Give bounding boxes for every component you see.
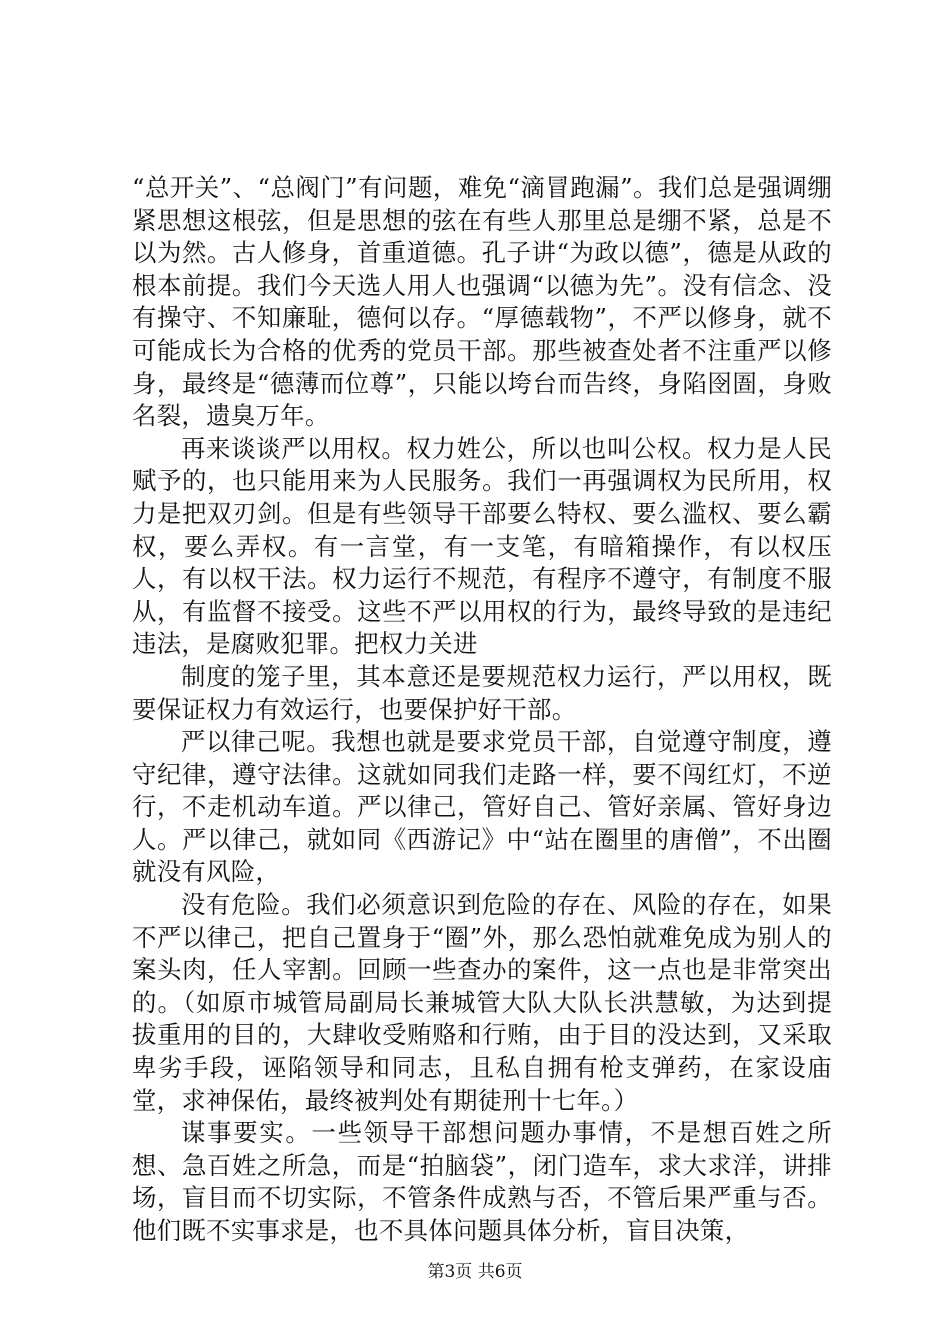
page-number-footer: 第3页 共6页: [427, 1262, 523, 1282]
paragraph-power-cage: 制度的笼子里，其本意还是要规范权力运行，严以用权，既要保证权力有效运行，也要保护好干部。: [132, 661, 832, 724]
paragraph-self-discipline: 严以律己呢。我想也就是要求党员干部，自觉遵守制度，遵守纪律，遵守法律。这就如同我们走路一样，要不闯红灯，不逆行，不走机动车道。严以律己，管好自己、管好亲属、管好身边人。严以律己，就如同《西游记》中“站在圈里的唐僧”，不出圈就没有风险，: [132, 727, 832, 887]
paragraph-moral-cultivation: “总开关”、“总阀门”有问题，难免“滴冒跑漏”。我们总是强调绷紧思想这根弦，但是思想的弦在有些人那里总是绷不紧，总是不以为然。古人修身，首重道德。孔子讲“为政以德”，德是从政的根本前提。我们今天选人用人也强调“以德为先”。没有信念、没有操守、不知廉耻，德何以存。“厚德载物”，不严以修身，就不可能成长为合格的优秀的党员干部。那些被查处者不注重严以修身，最终是“德薄而位尊”，只能以垮台而告终，身陷囹圄，身败名裂，遗臭万年。: [132, 173, 832, 431]
paragraph-risk-awareness: 没有危险。我们必须意识到危险的存在、风险的存在，如果不严以律己，把自己置身于“圈”外，那么恐怕就难免成为别人的案头肉，任人宰割。回顾一些查办的案件，这一点也是非常突出的。（如原市城管局副局长兼城管大队大队长洪慧敏，为达到提拔重用的目的，大肆收受贿赂和行贿，由于目的没达到，又采取卑劣手段，诬陷领导和同志，且私自拥有枪支弹药，在家设庙堂，求神保佑，最终被判处有期徒刑十七年。）: [132, 890, 832, 1115]
paragraph-practical-planning: 谋事要实。一些领导干部想问题办事情，不是想百姓之所想、急百姓之所急，而是“拍脑袋”，闭门造车，求大求洋，讲排场，盲目而不切实际，不管条件成熟与否，不管后果严重与否。他们既不实事求是，也不具体问题具体分析，盲目决策，: [132, 1118, 832, 1245]
paragraph-use-of-power: 再来谈谈严以用权。权力姓公，所以也叫公权。权力是人民赋予的，也只能用来为人民服务。我们一再强调权为民所用，权力是把双刃剑。但是有些领导干部要么特权、要么滥权、要么霸权，要么弄权。有一言堂，有一支笔，有暗箱操作，有以权压人，有以权干法。权力运行不规范，有程序不遵守，有制度不服从，有监督不接受。这些不严以用权的行为，最终导致的是违纪违法，是腐败犯罪。把权力关进: [132, 433, 832, 659]
body-text: [132, 172, 832, 1248]
